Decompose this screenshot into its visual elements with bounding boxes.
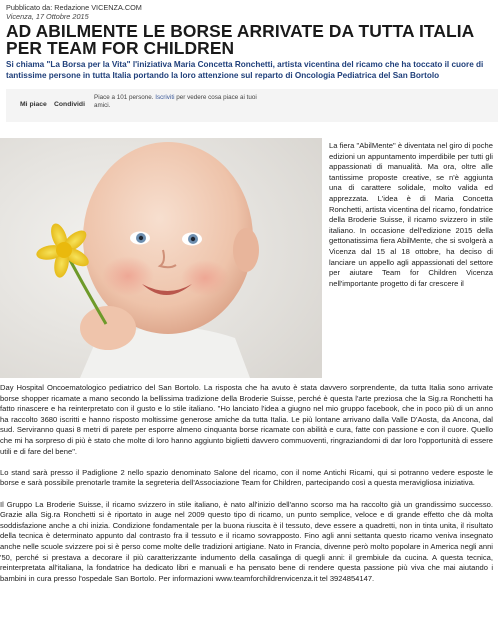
article-side-column: La fiera "AbilMente" è diventata nel giro di poche edizioni un appuntamento imperdibile per tutti gli appassionati di manualità. Ma ora, oltre alle tantissime proposte creative, se n'è aggiunta una di carattere solidale, molto valida ed apprezzata. L'idea è di Maria Concetta Ronchetti, artista vicentina del ricamo, fondatrice della Broderie Suisse, il ricamo svizzero in stile italiano. In occasione dell'edizione 2015 della gettonatissima fiera AbilMente, che si svolgerà a Vicenza dal 15 al 18 ottobre, ha deciso di lanciare un appello agli appassionati del settore per aiutare Team for Children Vicenza nell'importante progetto di far crescere il: [329, 141, 493, 288]
article-page: [6, 0, 498, 122]
left-cheek: [102, 256, 154, 296]
article-paragraph-1: Day Hospital Oncoematologico pediatrico del San Bortolo. La risposta che ha avuto è stata davvero sorprendente, da tutta Italia sono arrivate borse shopper ricamate a mano secondo la bellissima tradizione della Broderie Suisse, perché è questa l'arte preziosa che la Sig.ra Ronchetti ha fatto rinascere e ha reinterpretato con il gusto e lo stile italiano. "Ho lanciato l'idea a giugno nel mio gruppo facebook, che in poco più di un anno ha raccolto 3680 iscritti e hanno risposto moltissime generose amiche da tutta Italia. Le più lontane arrivano dalla Valle D'Aosta, da Ancona, dal sud. Serviranno quasi 8 metri di parete per esporre almeno cinquanta borse ricamate con abilità e cura, fatte con passione e con il cuore. Quello che mi ha sorpreso di più è stato che molte di loro hanno aggiunto biglietti davvero commuoventi, ringraziandomi di dar loro l'opportunità di essere utili e di fare del bene".: [0, 383, 493, 456]
article-title: AD ABILMENTE LE BORSE ARRIVATE DA TUTTA ITALIA PER TEAM FOR CHILDREN: [6, 21, 474, 58]
article-body: [0, 383, 493, 595]
publish-date: Vicenza, 17 Ottobre 2015: [6, 12, 89, 21]
baby-head: [83, 142, 253, 334]
like-button[interactable]: Mi piace: [20, 101, 47, 109]
article-meta: [6, 0, 498, 21]
baby-hand: [80, 306, 136, 350]
left-pupil: [139, 236, 143, 240]
article-paragraph-2: Lo stand sarà presso il Padiglione 2 nello spazio denominato Salone del ricamo, con il nome Antichi Ricami, qui si potranno vedere esposte le borse e sarà possibile prenotarle tramite la segreteria dell'Associazione Team for Children, partecipando così a questa meravigliosa iniziativa.: [0, 467, 493, 488]
publisher-line: Pubblicato da: Redazione VICENZA.COM: [6, 3, 142, 12]
baby-ear: [233, 228, 259, 272]
friends-text: per vedere cosa piace ai tuoi amici.: [94, 94, 257, 110]
photo-illustration: [0, 138, 322, 378]
facebook-social-text: [94, 94, 259, 110]
share-button[interactable]: Condividi: [54, 101, 85, 109]
likes-count-text: Piace a 101 persone.: [94, 94, 156, 102]
right-cheek: [181, 260, 229, 296]
subscribe-link[interactable]: Iscriviti: [155, 94, 175, 102]
article-paragraph-3: Il Gruppo La Broderie Suisse, il ricamo svizzero in stile italiano, è nato all'inizio dell'anno scorso ma ha raccolto già un grandissimo successo. Grazie alla Sig.ra Ronchetti si è riportato in auge nel 2009 questo tipo di ricamo, un punto semplice, veloce e di grande effetto che dà molta soddisfazione anche a chi inizia. Condizione fondamentale per la buona riuscita è il tessuto, deve essere a quadretti, non in tinta unita, il risultato della tecnica è determinato appunto dal contrasto fra il tessuto e il ricamo sovrapposto. Fino agli anni settanta questo ricamo veniva insegnato anche nelle scuole svizzere poi si è perso come molte delle tradizioni artigiane. Nato in Francia, divenne però molto popolare in America negli anni '50, perché si prestava a decorare il più caratterizzante indumento della casalinga di quegli anni: il grembiule da cucina. A questa tecnica, reinterpretata all'italiana, la fondatrice ha dedicato libri e manuali e ha pensato bene di rendere questa passione più viva che mai aiutando i bambini in cura presso l'ospedale San Bortolo. Per informazioni www.teamforchildrenvicenza.it tel 3924854147.: [0, 499, 493, 583]
facebook-like-bar: [6, 89, 498, 122]
article-lead: Si chiama "La Borsa per la Vita" l'iniziativa Maria Concetta Ronchetti, artista vicentina del ricamo che ha toccato il cuore di tantissime persone in tutta Italia portando la loro attenzione sul reparto di Oncologia Pediatrica del San Bortolo: [6, 60, 484, 80]
right-pupil: [191, 237, 195, 241]
baby-with-yellow-flower-photo: [0, 138, 322, 378]
